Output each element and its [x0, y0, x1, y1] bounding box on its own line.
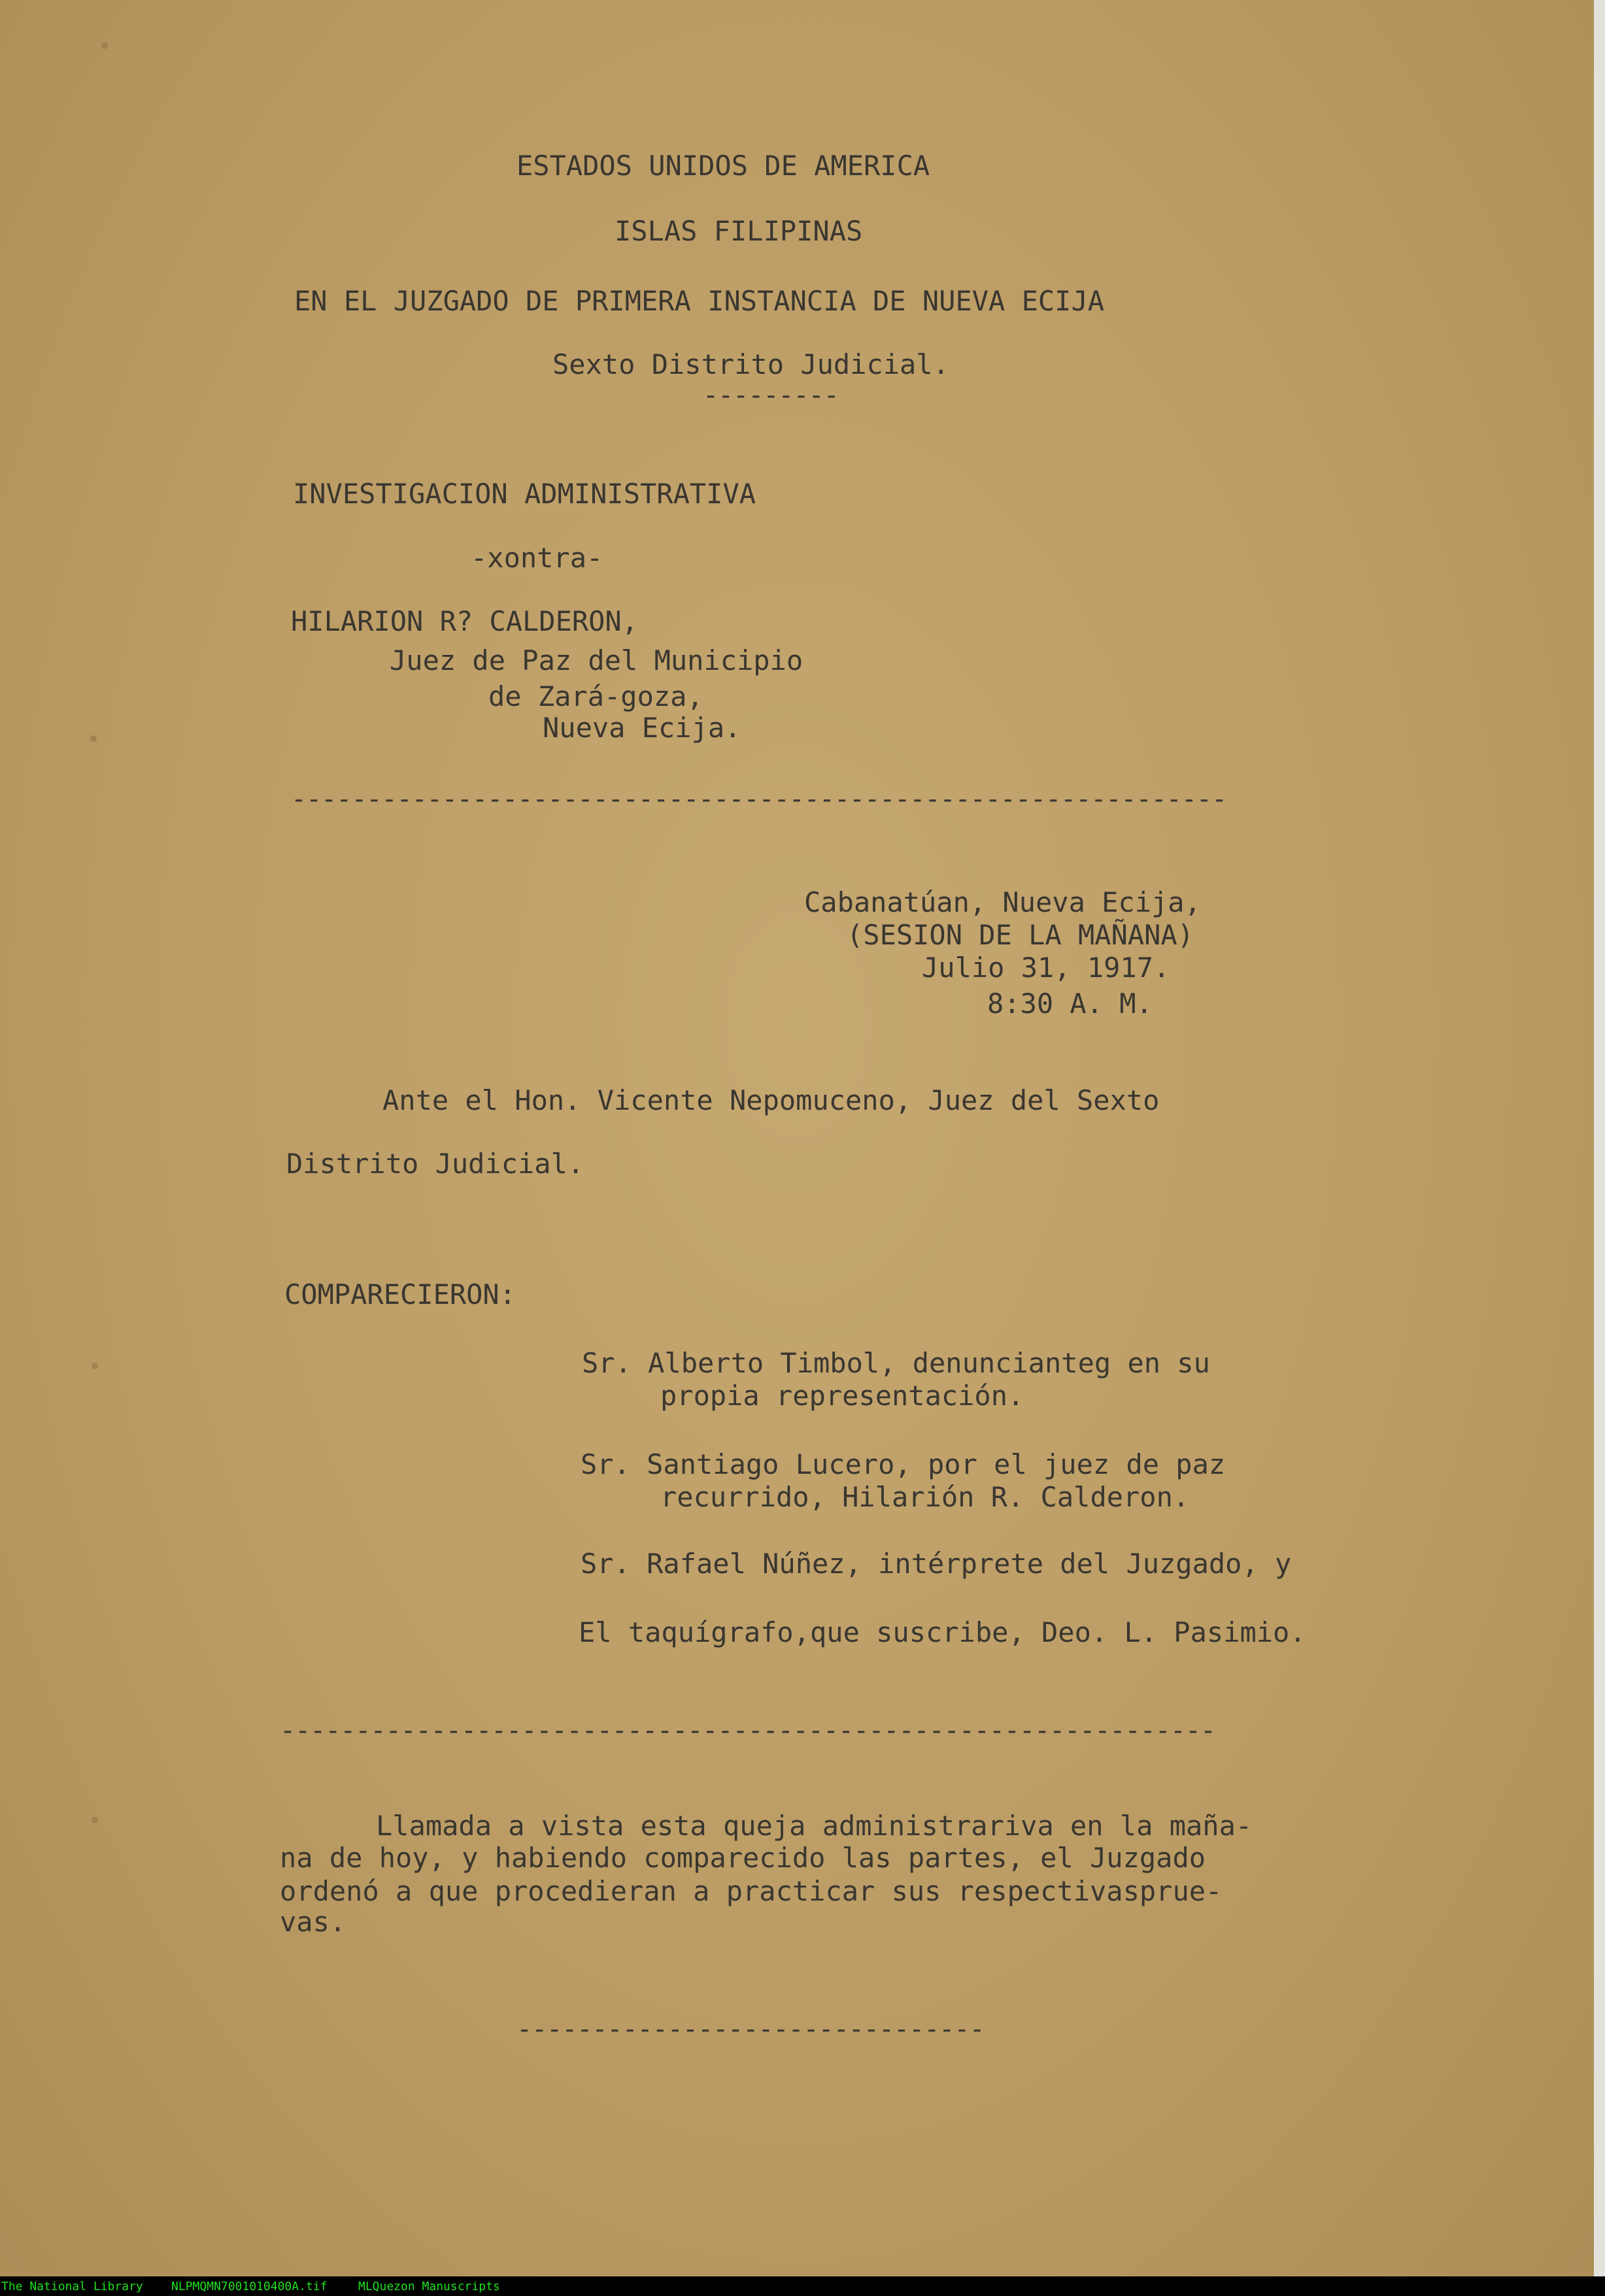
- body-line-2: na de hoy, y habiendo comparecido las partes, el Juzgado: [280, 1842, 1206, 1874]
- header-district: Sexto Distrito Judicial.: [552, 348, 949, 380]
- judge-line-1: Ante el Hon. Vicente Nepomuceno, Juez del Sexto: [382, 1084, 1160, 1116]
- footer-collection: MLQuezon Manuscripts: [358, 2280, 500, 2293]
- session-place: Cabanatúan, Nueva Ecija,: [804, 886, 1201, 918]
- body-line-3: ordenó a que procedieran a practicar sus respectivasprue-: [280, 1875, 1223, 1907]
- case-versus: -xontra-: [471, 542, 603, 574]
- separator-rule: --------------------------------------------------------------: [291, 786, 1227, 812]
- body-line-1: Llamada a vista esta queja administrariva en la maña-: [376, 1810, 1253, 1842]
- session-time: 8:30 A. M.: [987, 988, 1153, 1020]
- appearance-1-cont: propia representación.: [660, 1380, 1024, 1412]
- appearances-heading: COMPARECIERON:: [284, 1278, 516, 1310]
- respondent-name: HILARION R? CALDERON,: [291, 605, 639, 637]
- appearance-4: El taquígrafo,que suscribe, Deo. L. Pasimio.: [579, 1616, 1306, 1648]
- paper-blemish: [92, 1363, 98, 1369]
- appearance-1: Sr. Alberto Timbol, denuncianteg en su: [582, 1347, 1210, 1379]
- scan-edge: [1594, 0, 1605, 2276]
- closing-rule: -------------------------------: [516, 2016, 985, 2042]
- appearance-2: Sr. Santiago Lucero, por el juez de paz: [581, 1448, 1226, 1480]
- case-title: INVESTIGACION ADMINISTRATIVA: [293, 478, 756, 510]
- header-court: EN EL JUZGADO DE PRIMERA INSTANCIA DE NUEVA ECIJA: [294, 285, 1105, 317]
- scan-footer: [0, 2276, 1605, 2296]
- paper-blemish: [90, 735, 97, 742]
- body-line-4: vas.: [280, 1906, 346, 1938]
- paper-blemish: [101, 42, 108, 49]
- session-date: Julio 31, 1917.: [922, 952, 1170, 984]
- respondent-municipality: de Zará-goza,: [488, 680, 703, 712]
- judge-line-2: Distrito Judicial.: [286, 1148, 584, 1180]
- appearance-2-cont: recurrido, Hilarión R. Calderon.: [660, 1481, 1190, 1513]
- footer-library: The National Library: [1, 2280, 143, 2293]
- header-islands: ISLAS FILIPINAS: [615, 215, 863, 247]
- footer-file: NLPMQMN7001010400A.tif: [171, 2280, 328, 2293]
- header-country: ESTADOS UNIDOS DE AMERICA: [516, 150, 930, 182]
- respondent-role: Juez de Paz del Municipio: [390, 644, 803, 676]
- session-label: (SESION DE LA MAÑANA): [847, 919, 1194, 951]
- header-rule: ---------: [703, 382, 839, 408]
- respondent-province: Nueva Ecija.: [543, 712, 741, 744]
- appearance-3: Sr. Rafael Núñez, intérprete del Juzgado, y: [581, 1548, 1292, 1580]
- paper-blemish: [92, 1817, 98, 1823]
- separator-rule-2: --------------------------------------------------------------: [280, 1718, 1216, 1744]
